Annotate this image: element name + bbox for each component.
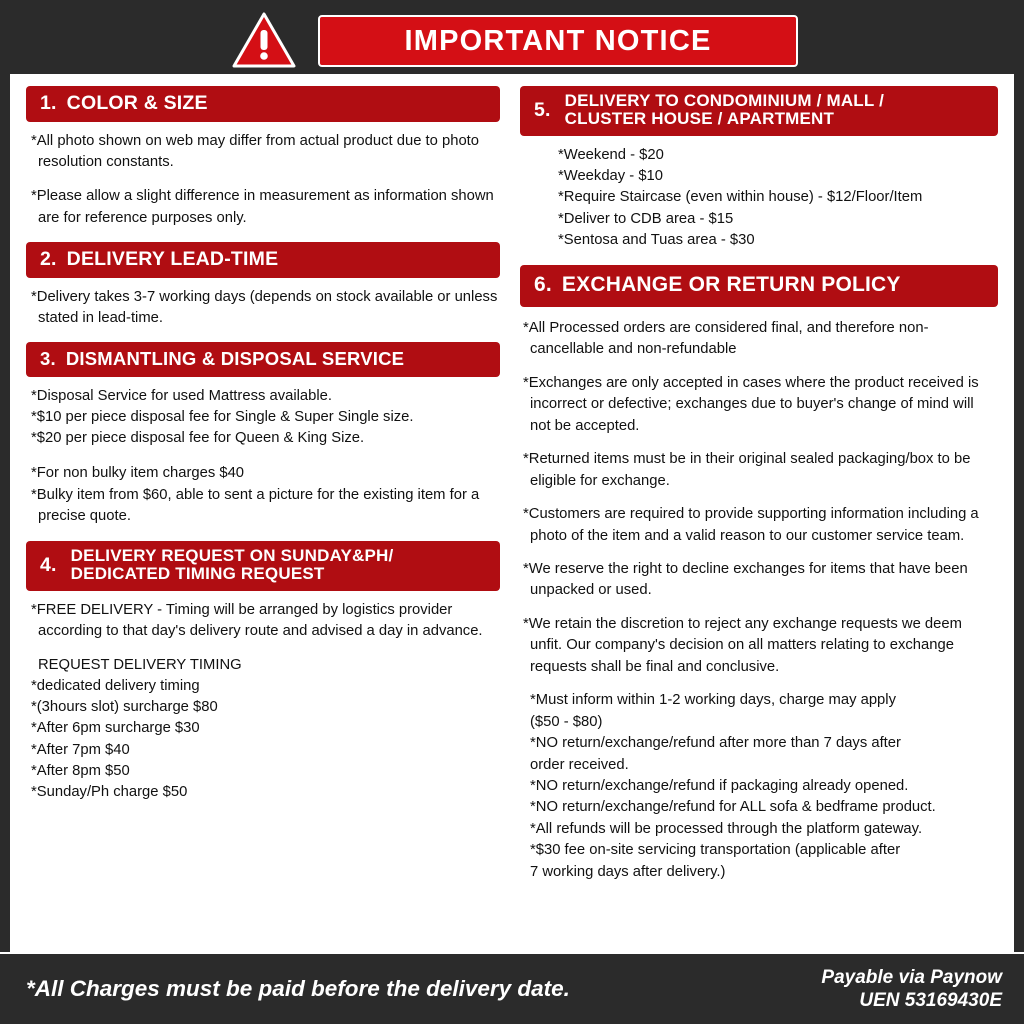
section-number-2: 2. [40,247,57,270]
section-header-delivery-request [26,541,500,591]
section-6-paragraph-3: *Returned items must be in their original sealed packaging/box to be eligible for exchange. [523,451,971,489]
section-4-line-3: *After 6pm surcharge $30 [31,720,200,737]
section-header-delivery-condominium [520,86,998,136]
section-2-paragraph-1: *Delivery takes 3-7 working days (depends on stock available or unless stated in lead-time. [31,288,498,326]
section-4-line-2: *(3hours slot) surcharge $80 [31,699,218,716]
section-number-1: 1. [40,92,57,114]
section-6-paragraph-5: *We reserve the right to decline exchanges for items that have been unpacked or used. [523,560,968,599]
footer-payable-line2: UEN 53169430E [859,990,1002,1011]
section-6-paragraph-1: *All Processed orders are considered final, and therefore non-cancellable and non-refundable [523,319,929,358]
right-column [512,86,1008,946]
section-header-dismantling-disposal [26,342,500,377]
section-6-final-list [520,690,998,883]
section-number-4: 4. [40,553,57,576]
section-3-list-b [26,463,500,526]
section-6-paragraph-4: *Customers are required to provide supporting information including a photo of the item and a valid reason to our customer service team. [523,506,979,544]
page-footer [0,952,1024,1024]
section-4-paragraph-1: *FREE DELIVERY - Timing will be arranged by logistics provider according to that day's delivery route and advised a day in advance. [31,601,483,639]
left-column [16,86,512,946]
section-title-1: COLOR & SIZE [66,92,208,114]
section-5-list [520,145,998,251]
section-3-line-3: *$20 per piece disposal fee for Queen & King Size. [31,430,365,447]
footer-payable-line1: Payable via Paynow [821,966,1002,988]
important-notice-banner [318,15,798,67]
footer-payment-info [821,966,1002,1012]
section-5-line-2: *Weekday - $10 [558,168,664,185]
section-title-5-line1: DELIVERY TO CONDOMINIUM / MALL / [564,91,885,110]
section-6-final-line-6: *NO return/exchange/refund for ALL sofa & bedframe product. [530,799,936,816]
section-4-line-4: *After 7pm $40 [31,741,130,758]
section-3-line-1: *Disposal Service for used Mattress available. [31,388,333,404]
page-title: IMPORTANT NOTICE [404,24,712,57]
section-4-line-1: *dedicated delivery timing [31,678,200,695]
section-5-line-5: *Sentosa and Tuas area - $30 [558,231,755,248]
warning-triangle-icon [232,12,296,68]
section-6-final-line-7: *All refunds will be processed through the platform gateway. [530,820,923,837]
section-title-5-line2: CLUSTER HOUSE / APARTMENT [564,109,835,129]
section-6-final-line-3: *NO return/exchange/refund after more than 7 days after [530,735,901,752]
section-header-exchange-return [520,265,998,307]
section-1-paragraph-1: *All photo shown on web may differ from actual product due to photo resolution constants. [31,133,480,171]
section-number-6: 6. [534,273,552,297]
section-6-paragraph-2: *Exchanges are only accepted in cases where the product received is incorrect or defective; exchanges due to buyer's change of mind will not be accepted. [523,374,979,434]
section-title-4-line1: DELIVERY REQUEST ON SUNDAY&PH/ [70,545,394,565]
section-6-final-line-1: *Must inform within 1-2 working days, charge may apply [530,692,896,709]
section-5-line-1: *Weekend - $20 [558,146,664,163]
section-1-paragraph-2: *Please allow a slight difference in measurement as information shown are for reference purposes only. [31,188,494,226]
section-5-line-4: *Deliver to CDB area - $15 [558,210,734,227]
notice-content [10,74,1014,952]
section-4-line-6: *Sunday/Ph charge $50 [31,783,188,800]
section-title-2: DELIVERY LEAD-TIME [66,247,279,270]
page-header [0,0,1024,74]
section-6-final-line-8: *$30 fee on-site servicing transportation (applicable after [530,842,901,859]
section-4-request-heading: REQUEST DELIVERY TIMING [38,656,242,673]
section-3-line-4: *For non bulky item charges $40 [31,465,245,482]
section-title-4-line2: DEDICATED TIMING REQUEST [70,564,325,584]
section-3-line-2: *$10 per piece disposal fee for Single & Super Single size. [31,409,414,426]
section-6-final-line-2: ($50 - $80) [530,713,603,730]
section-number-5: 5. [534,98,551,121]
section-4-line-5: *After 8pm $50 [31,762,130,779]
section-number-3: 3. [40,348,56,370]
section-3-list-a [26,386,500,449]
section-6-final-line-5: *NO return/exchange/refund if packaging already opened. [530,778,909,795]
section-6-paragraph-6: *We retain the discretion to reject any exchange requests we deem unfit. Our company's decision on all matters relating to exchange requests shall be final and conclusive. [523,615,962,675]
section-5-line-3: *Require Staircase (even within house) - $12/Floor/Item [558,189,923,206]
section-title-6: EXCHANGE OR RETURN POLICY [561,273,901,297]
footer-charges-note: *All Charges must be paid before the delivery date. [26,976,570,1001]
section-6-final-line-9: 7 working days after delivery.) [530,863,726,880]
section-title-3: DISMANTLING & DISPOSAL SERVICE [65,348,405,370]
section-header-delivery-lead-time [26,242,500,278]
section-6-final-line-4: order received. [530,756,629,773]
section-header-color-size [26,86,500,122]
section-3-line-5: *Bulky item from $60, able to sent a picture for the existing item for a precise quote. [31,486,480,524]
